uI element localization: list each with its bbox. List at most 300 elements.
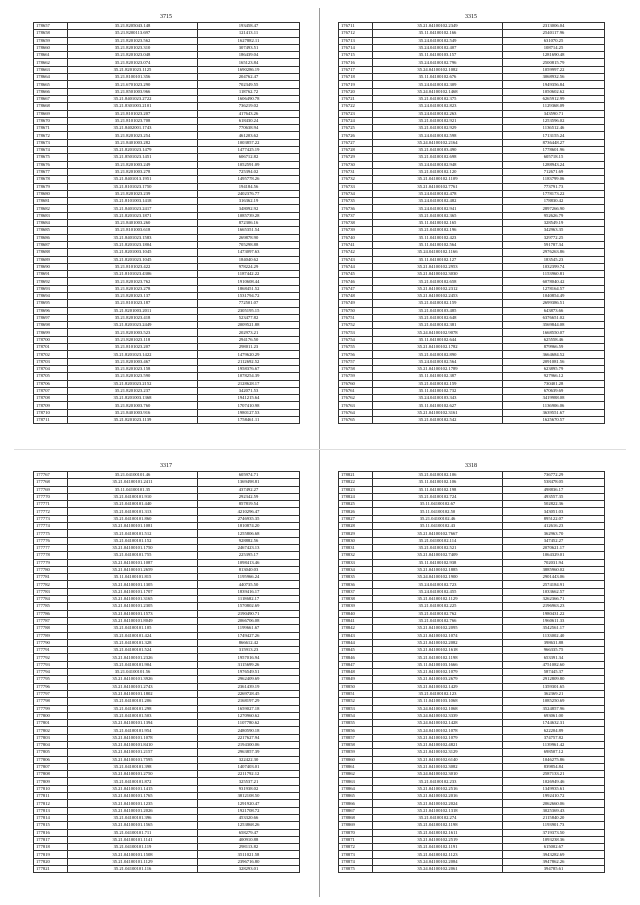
amount-cell: 1183799.06 [503,176,605,183]
amount-cell: 4210296.47 [198,508,300,515]
amount-cell: 772501.07 [198,300,300,307]
page-panel-top-right [338,14,604,424]
code-cell: 35.21.04100102.2082 [373,639,503,646]
row-number-cell: 177771 [34,501,68,508]
code-cell: 35.11.04100101.35 [68,486,198,493]
code-cell: 35.11.04100102.676 [373,74,503,81]
table-row [34,351,300,358]
row-number-cell: 176728 [339,147,373,154]
data-table [338,22,605,424]
amount-cell: 315913.23 [198,647,300,654]
table-row [339,479,605,486]
table-row [34,183,300,190]
table-row [34,844,300,851]
row-number-cell: 176743 [339,256,373,263]
row-number-cell: 177786 [34,610,68,617]
row-number-cell: 177767 [34,472,68,479]
amount-cell: 895122.07 [503,515,605,522]
code-cell: 35.21.8401023.2417 [68,205,198,212]
code-cell: 35.21.04100101.46 [68,472,198,479]
row-number-cell: 178833 [339,559,373,566]
code-cell: 35.21.04100101.2026 [68,807,198,814]
row-number-cell: 178692 [34,278,68,285]
table-row [339,683,605,690]
amount-cell: 2540117.96 [503,30,605,37]
row-number-cell: 178870 [339,829,373,836]
code-cell: 35.24.04100102.478 [373,190,503,197]
table-row [339,307,605,314]
amount-cell: 1033662.57 [503,588,605,595]
table-row [34,139,300,146]
row-number-cell: 178661 [34,52,68,59]
code-cell: 35.21.8201023.1139 [68,417,198,424]
code-cell: 35.21.8101023.1750 [68,183,198,190]
row-number-cell: 176726 [339,132,373,139]
code-cell: 35.21.04100102.2453 [373,292,503,299]
table-row [34,596,300,603]
amount-cell: 3419988.08 [503,395,605,402]
row-number-cell: 177778 [34,552,68,559]
code-cell: 35.21.8201023.590 [68,373,198,380]
row-number-cell: 176763 [339,402,373,409]
row-number-cell: 177795 [34,676,68,683]
table-row [339,785,605,792]
table-row [34,74,300,81]
vertical-divider [319,8,320,897]
table-row [339,851,605,858]
code-cell: 35.21.8101023.422 [68,263,198,270]
amount-cell: 343051.03 [503,508,605,515]
table-row [34,625,300,632]
amount-cell: 1976549.51 [198,669,300,676]
row-number-cell: 178868 [339,814,373,821]
table-row [34,654,300,661]
code-cell: 35.21.8201003.760 [68,402,198,409]
amount-cell: 325537.21 [198,778,300,785]
table-row [339,176,605,183]
amount-cell: 2062660.06 [503,800,605,807]
code-cell: 35.21.04100102.1198 [373,654,503,661]
table-row [339,234,605,241]
row-number-cell: 178856 [339,727,373,734]
row-number-cell: 176735 [339,198,373,205]
row-number-cell: 178677 [34,168,68,175]
table-row [339,566,605,573]
table-row [339,23,605,30]
code-cell: 35.11.04100102.127 [373,256,503,263]
table-row [339,373,605,380]
code-cell: 35.21.04100101.1141 [68,836,198,843]
amount-cell: 879966.59 [503,344,605,351]
amount-cell: 329772.25 [503,234,605,241]
amount-cell: 440735.50 [198,581,300,588]
row-number-cell: 178863 [339,778,373,785]
amount-cell: 702349.55 [198,81,300,88]
table-row [34,402,300,409]
table-row [34,271,300,278]
code-cell: 35.21.04100102.1123 [373,851,503,858]
row-number-cell: 178680 [34,190,68,197]
amount-cell: 2168197.29 [198,698,300,705]
amount-cell: 1949356.84 [503,81,605,88]
amount-cell: 1749427.26 [198,632,300,639]
row-number-cell: 177789 [34,632,68,639]
code-cell: 35.21.04100102.3161 [373,409,503,416]
code-cell: 35.21.04100101.1305 [68,581,198,588]
table-row [34,227,300,234]
table-row [339,88,605,95]
amount-cell: 1059997.22 [503,66,605,73]
row-number-cell: 177819 [34,851,68,858]
table-row [34,603,300,610]
table-row [34,300,300,307]
amount-cell: 736772.29 [503,472,605,479]
code-cell: 35.21.04100102.114 [373,537,503,544]
row-number-cell: 178855 [339,720,373,727]
code-cell: 35.21.04100102.3082 [373,763,503,770]
amount-cell: 3262366.71 [503,596,605,603]
table-row [339,625,605,632]
table-row [34,537,300,544]
table-row [34,66,300,73]
code-cell: 35.21.04100102.225 [373,603,503,610]
table-row [34,610,300,617]
amount-cell: 3068932.56 [503,74,605,81]
code-cell: 35.21.04100102.120 [373,168,503,175]
code-cell: 35.21.04100101.298 [68,705,198,712]
code-cell: 35.21.8401003.282 [68,139,198,146]
amount-cell: 670639.69 [503,387,605,394]
amount-cell: 2396716.80 [198,858,300,865]
row-number-cell: 177790 [34,639,68,646]
table-row [34,336,300,343]
amount-cell: 1064329.01 [503,552,605,559]
amount-cell: 3115699.26 [198,661,300,668]
row-number-cell: 178684 [34,220,68,227]
code-cell: 35.21.04100102.274 [373,814,503,821]
amount-cell: 2963857.39 [198,749,300,756]
code-cell: 35.21.8201023.239 [68,190,198,197]
row-number-cell: 177775 [34,530,68,537]
code-cell: 35.21.8201023.1045 [68,256,198,263]
code-cell: 35.21.04100101.8410 [68,741,198,748]
code-cell: 35.21.04100101.872 [68,778,198,785]
amount-cell: 343590.71 [503,110,605,117]
code-cell: 35.21.04100101.1508 [68,851,198,858]
amount-cell: 2128628.17 [198,380,300,387]
amount-cell: 1625670.57 [503,417,605,424]
amount-cell: 872306.16 [198,220,300,227]
code-cell: 35.24.04100102.263 [373,110,503,117]
code-cell: 35.21.04100101.3165 [68,596,198,603]
amount-cell: 269878.90 [198,234,300,241]
amount-cell: 1957016.94 [198,654,300,661]
amount-cell: 928882.56 [198,537,300,544]
amount-cell: 193458.47 [198,23,300,30]
amount-cell: 1026949.46 [503,778,605,785]
code-cell: 35.21.04100102.159 [373,300,503,307]
table-row [34,387,300,394]
row-number-cell: 178831 [339,544,373,551]
code-cell: 35.11.04100102.198 [373,486,503,493]
row-number-cell: 178821 [339,472,373,479]
table-row [34,727,300,734]
row-number-cell: 178826 [339,508,373,515]
table-row [34,698,300,705]
amount-cell: 412616.23 [503,523,605,530]
table-row [339,387,605,394]
table-row [339,741,605,748]
row-number-cell: 177799 [34,705,68,712]
amount-cell: 2269728.45 [198,690,300,697]
code-cell: 35.21.8201023.137 [68,292,198,299]
code-cell: 35.24.04100102.941 [373,205,503,212]
row-number-cell: 176758 [339,365,373,372]
code-cell: 35.21.8101023.207 [68,110,198,117]
amount-cell: 461203.62 [198,132,300,139]
row-number-cell: 177794 [34,669,68,676]
table-row [34,778,300,785]
code-cell: 35.21.04100101.3926 [68,676,198,683]
code-cell: 35.21.8301003.2101 [68,103,198,110]
amount-cell: 623895.79 [503,365,605,372]
table-row [34,676,300,683]
amount-cell: 186439.04 [198,52,300,59]
amount-cell: 653391.34 [503,654,605,661]
code-cell: 35.11.04100102.43 [373,523,503,530]
amount-cell: 1349935.61 [503,785,605,792]
code-cell: 35.21.04100102.1885 [373,566,503,573]
row-number-cell: 178851 [339,690,373,697]
row-number-cell: 178694 [34,292,68,299]
table-row [34,829,300,836]
code-cell: 35.21.8201023.074 [68,59,198,66]
code-cell: 35.21.04100102.46 [373,515,503,522]
row-number-cell: 176711 [339,23,373,30]
row-number-cell: 176755 [339,344,373,351]
row-number-cell: 178825 [339,501,373,508]
code-cell: 35.21.04100101.1573 [68,610,198,617]
amount-cell: 1910608.44 [198,278,300,285]
code-cell: 35.21.8200113.697 [68,30,198,37]
amount-cell: 712671.69 [503,168,605,175]
row-number-cell: 178704 [34,365,68,372]
code-cell: 35.21.8201023.1871 [68,212,198,219]
table-row [34,198,300,205]
code-cell: 35.21.04100101.116 [68,866,198,873]
code-cell: 35.21.8201003.467 [68,358,198,365]
row-number-cell: 176764 [339,409,373,416]
code-cell: 35.21.8401013.1951 [68,176,198,183]
table-row [339,263,605,270]
code-cell: 35.21.6701023.290 [68,81,198,88]
amount-cell: 1473097.63 [198,249,300,256]
amount-cell: 1118682.17 [198,596,300,603]
code-cell: 35.24.04100102.549 [373,37,503,44]
table-row [34,81,300,88]
amount-cell: 1627882.11 [198,37,300,44]
code-cell: 35.21.04100101.398 [68,763,198,770]
amount-cell: 866612.42 [198,639,300,646]
code-cell: 35.21.04100103.485 [373,307,503,314]
row-number-cell: 178861 [339,763,373,770]
code-cell: 35.21.04100102.1079 [373,669,503,676]
code-cell: 35.21.04100102.1611 [373,829,503,836]
amount-cell: 1810874.20 [198,523,300,530]
amount-cell: 1980127.53 [198,409,300,416]
row-number-cell: 178703 [34,358,68,365]
row-number-cell: 178676 [34,161,68,168]
amount-cell: 1093238.36 [503,836,605,843]
amount-cell: 2699386.51 [503,300,605,307]
code-cell: 35.21.04100101.7595 [68,756,198,763]
table-row [339,190,605,197]
code-cell: 35.21.04100102.1782 [373,344,503,351]
amount-cell: 1839416.17 [198,588,300,595]
table-row [339,698,605,705]
table-row [339,559,605,566]
row-number-cell: 178672 [34,132,68,139]
row-number-cell: 176732 [339,176,373,183]
amount-cell: 1098413.46 [198,559,300,566]
code-cell: 35.21.8101023.207 [68,344,198,351]
table-row [339,486,605,493]
code-cell: 35.21.04100101.512 [68,530,198,537]
table-row [34,661,300,668]
code-cell: 35.24.04100102.455 [373,588,503,595]
row-number-cell: 177792 [34,654,68,661]
code-cell: 35.21.8100101.356 [68,74,198,81]
row-number-cell: 178824 [339,493,373,500]
code-cell: 35.11.04100102.165 [373,220,503,227]
code-cell: 35.24.04100103.343 [373,395,503,402]
table-row [339,844,605,851]
row-number-cell: 178659 [34,37,68,44]
row-number-cell: 178687 [34,241,68,248]
table-row [339,574,605,581]
table-row [34,822,300,829]
amount-cell: 1052591.09 [198,161,300,168]
amount-cell: 2480590.18 [198,727,300,734]
amount-cell: 225395.17 [198,552,300,559]
row-number-cell: 178848 [339,669,373,676]
code-cell: 35.21.8101003.618 [68,227,198,234]
amount-cell: 2305195.15 [198,307,300,314]
amount-cell: 3639551.67 [503,409,605,416]
row-number-cell: 177800 [34,712,68,719]
code-cell: 35.21.04100102.1318 [373,807,503,814]
table-row [34,263,300,270]
row-number-cell: 178693 [34,285,68,292]
row-number-cell: 176745 [339,271,373,278]
row-number-cell: 178835 [339,574,373,581]
amount-cell: 857819.54 [198,501,300,508]
row-number-cell: 178706 [34,380,68,387]
table-row [339,271,605,278]
amount-cell: 606712.82 [198,154,300,161]
code-cell: 35.21.04100102.196 [373,227,503,234]
table-row [339,690,605,697]
row-number-cell: 176742 [339,249,373,256]
row-number-cell: 178691 [34,271,68,278]
amount-cell: 952626.79 [503,212,605,219]
row-number-cell: 178690 [34,263,68,270]
amount-cell: 605718.15 [503,154,605,161]
code-cell: 35.21.04100102.106 [373,472,503,479]
table-row [339,139,605,146]
amount-cell: 1980431.22 [503,610,605,617]
amount-cell: 493557.35 [503,493,605,500]
code-cell: 35.21.04100102.123 [373,690,503,697]
row-number-cell: 178840 [339,610,373,617]
row-number-cell: 178708 [34,395,68,402]
page-number: 3317 [160,463,172,469]
row-number-cell: 177821 [34,866,68,873]
code-cell: 35.21.8101023.4306 [68,271,198,278]
data-table [33,471,300,873]
row-number-cell: 178689 [34,256,68,263]
code-cell: 35.21.04100103.490 [373,147,503,154]
amount-cell: 292342.59 [198,493,300,500]
code-cell: 35.21.04100101.2326 [68,654,198,661]
code-cell: 35.21.8201023.048 [68,52,198,59]
row-number-cell: 178696 [34,307,68,314]
amount-cell: 1032399.74 [503,263,605,270]
amount-cell: 2009521.88 [198,322,300,329]
table-row [339,300,605,307]
code-cell: 35.21.8201023.2152 [68,380,198,387]
table-row [34,278,300,285]
code-cell: 35.11.04100103.1068 [373,698,503,705]
row-number-cell: 177774 [34,523,68,530]
row-number-cell: 176739 [339,227,373,234]
row-number-cell: 176741 [339,241,373,248]
row-number-cell: 178834 [339,566,373,573]
row-number-cell: 177773 [34,515,68,522]
row-number-cell: 177782 [34,581,68,588]
row-number-cell: 178660 [34,44,68,51]
code-cell: 35.21.8201023.254 [68,132,198,139]
amount-cell: 1291920.47 [198,800,300,807]
code-cell: 35.21.04100102.648 [373,314,503,321]
table-row [34,690,300,697]
code-cell: 35.21.04100101.1707 [68,588,198,595]
table-row [339,581,605,588]
row-number-cell: 177816 [34,829,68,836]
amount-cell: 618430.24 [198,117,300,124]
amount-cell: 931938.02 [198,785,300,792]
amount-cell: 1153960.81 [503,271,605,278]
code-cell: 35.21.04100101.1087 [68,559,198,566]
table-row [339,676,605,683]
amount-cell: 1407403.01 [198,763,300,770]
amount-cell: 1278164.57 [503,285,605,292]
table-row [34,785,300,792]
code-cell: 35.21.04100101.2305 [68,603,198,610]
table-row [34,566,300,573]
table-row [34,705,300,712]
row-number-cell: 177802 [34,727,68,734]
amount-cell: 118762.72 [198,88,300,95]
code-cell: 35.21.8201023.418 [68,314,198,321]
table-row [34,23,300,30]
amount-cell: 658279.47 [198,829,300,836]
amount-cell: 184040.62 [198,256,300,263]
code-cell: 35.11.04100103.157 [373,52,503,59]
table-row [34,574,300,581]
code-cell: 35.21.04100101.424 [68,632,198,639]
code-cell: 35.21.8201003.523 [68,329,198,336]
